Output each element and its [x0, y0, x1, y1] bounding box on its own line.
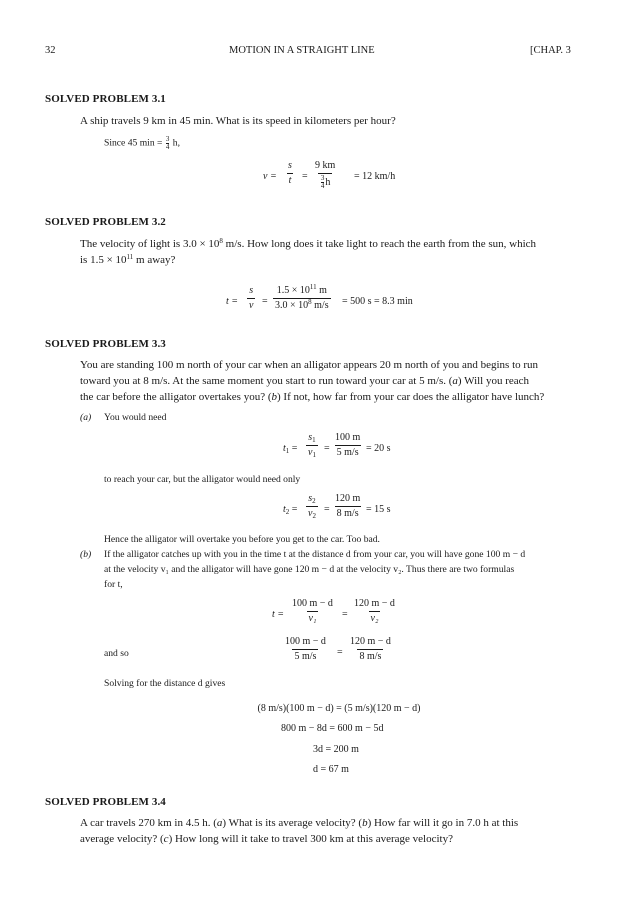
problem-3-3-question-line1: You are standing 100 m north of your car when an alligator appears 20 m north of you and begins to run [80, 359, 539, 371]
hence-text: Hence the alligator will overtake you before you get to the car. Too bad. [104, 534, 380, 545]
chapter-label: [CHAP. 3 [530, 45, 571, 56]
solution-step-3: 3d = 200 m [313, 744, 359, 755]
page-number: 32 [45, 45, 56, 56]
problem-3-2-question-line1: The velocity of light is $3.0 \times 10^8$ m/s. How long does it take light to reach the earth from the sun, which [80, 237, 537, 250]
part-a-text: You would need [104, 412, 167, 423]
problem-3-2-heading: SOLVED PROBLEM 3.2 [45, 216, 166, 228]
problem-3-2-question-line2: is $1.5 \times 10^{11}$ m away? [80, 253, 176, 266]
part-b-label: (b) [80, 549, 92, 560]
problem-3-3-question-line2: toward you at 8 m/s. At the same moment you start to run toward your car at 5 m/s. (a) Will you reach [80, 375, 530, 387]
problem-3-1-heading: SOLVED PROBLEM 3.1 [45, 93, 166, 105]
and-so-text: and so [104, 648, 129, 659]
part-b-line2: at the velocity v₁ and the alligator will have gone 120 m − d at the velocity v₂. Thus there are two formulas [104, 564, 515, 575]
part-a-label: (a) [80, 412, 92, 423]
running-title: MOTION IN A STRAIGHT LINE [229, 45, 375, 56]
problem-3-1-question: A ship travels 9 km in 45 min. What is its speed in kilometers per hour? [80, 115, 396, 127]
problem-3-4-question-line2: average velocity? (c) How long will it take to travel 300 km at this average velocity? [80, 833, 453, 845]
solution-step-2: 800 m − 8d = 600 m − 5d [281, 723, 384, 734]
problem-3-4-heading: SOLVED PROBLEM 3.4 [45, 796, 166, 808]
solution-step-4: d = 67 m [313, 764, 349, 775]
problem-3-3-heading: SOLVED PROBLEM 3.3 [45, 338, 166, 350]
solving-text: Solving for the distance d gives [104, 678, 226, 689]
part-b-line3: for t, [104, 579, 123, 590]
problem-3-1-since: Since 45 min = $\frac{3}{4}$ h, [104, 135, 180, 151]
part-b-line1: If the alligator catches up with you in the time t at the distance d from your car, you will have gone 100 m − d [104, 549, 526, 560]
solution-step-1: (8 m/s)(100 m − d) = (5 m/s)(120 m − d) [257, 703, 421, 714]
reach-car-text: to reach your car, but the alligator would need only [104, 474, 301, 485]
problem-3-4-question-line1: A car travels 270 km in 4.5 h. (a) What is its average velocity? (b) How far will it go in 7.0 h at this [80, 817, 519, 829]
problem-3-3-question-line3: the car before the alligator overtakes you? (b) If not, how far from your car does the alligator have lunch? [80, 391, 545, 403]
